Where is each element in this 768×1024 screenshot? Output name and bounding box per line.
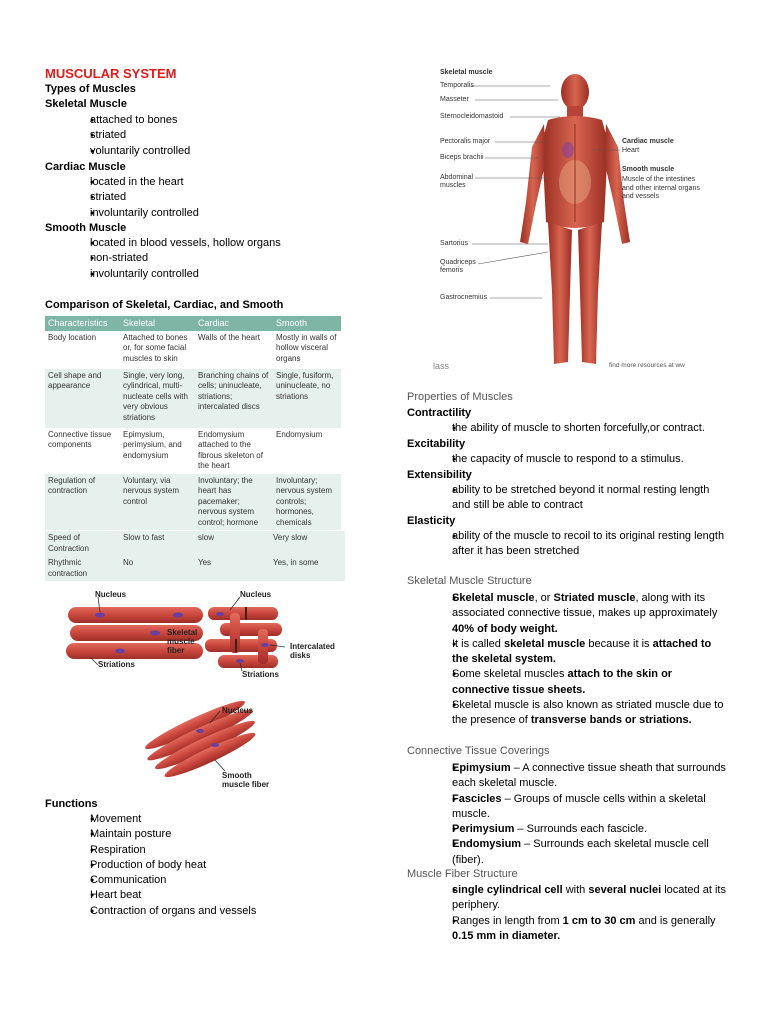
list-item: ● Respiration xyxy=(68,843,256,858)
table-header: Skeletal xyxy=(120,316,195,331)
table-cell: Speed of Contraction xyxy=(45,531,120,556)
list-item: ● involuntarily controlled xyxy=(68,267,281,282)
list-item: ● It is called skeletal muscle because it is attached to the skeletal system. xyxy=(430,637,730,668)
table-cell: Rhythmic contraction xyxy=(45,556,120,581)
figure-label: Skeletal muscle xyxy=(440,69,493,76)
list-item: ● Skeletal muscle, or Striated muscle, along with its associated connective tissue, makes up approximately 40% of body weight. xyxy=(430,591,730,637)
striations-label: Striations xyxy=(98,660,135,669)
table-cell: Cell shape and appearance xyxy=(45,369,120,428)
figure-label: Biceps brachii xyxy=(440,154,484,161)
figure-footer-right: find more resources at ww xyxy=(609,362,685,369)
list-item: ● the ability of muscle to shorten forcefully,or contract. xyxy=(430,421,730,436)
table-cell: Regulation of contraction xyxy=(45,474,120,531)
cardiac-list xyxy=(68,175,199,221)
cardiac-fiber-drawing xyxy=(205,607,282,668)
table-cell: slow xyxy=(195,531,270,556)
comparison-table-2 xyxy=(45,531,345,581)
figure-label: Sartorius xyxy=(440,240,469,247)
figure-label: Cardiac muscle xyxy=(622,138,674,145)
contractility-heading: Contractility xyxy=(407,407,472,419)
list-item: ● located in blood vessels, hollow organs xyxy=(68,236,281,251)
table-cell: Yes xyxy=(195,556,270,581)
table-row xyxy=(45,369,341,428)
extensibility-heading: Extensibility xyxy=(407,469,472,481)
table-cell: Mostly in walls of hollow visceral organs xyxy=(276,332,337,363)
list-item: ● Some skeletal muscles attach to the skin or connective tissue sheets. xyxy=(430,667,730,698)
list-item: ● Production of body heat xyxy=(68,858,256,873)
smooth-list xyxy=(68,236,281,282)
figure-label: Sternocleidomastoid xyxy=(440,113,504,120)
figure-label: Temporalis xyxy=(440,82,474,89)
table-cell: Voluntary, via nervous system control xyxy=(120,474,195,531)
list-item: ● attached to bones xyxy=(68,113,190,128)
table-cell: Endomysium attached to the fibrous skeleton of the heart xyxy=(198,429,263,470)
table-cell: Involuntary; the heart has pacemaker; nervous system control; hormone xyxy=(195,474,273,531)
table-cell: Yes, in some xyxy=(270,556,345,581)
list-item: ● the capacity of muscle to respond to a stimulus. xyxy=(430,452,730,467)
functions-list xyxy=(68,812,256,919)
table-cell: Walls of the heart xyxy=(198,332,260,342)
list-item: ● located in the heart xyxy=(68,175,199,190)
table-row xyxy=(45,474,341,531)
list-item: ● Communication xyxy=(68,873,256,888)
muscle-anatomy-figure xyxy=(430,62,720,377)
figure-label: Smooth muscle xyxy=(622,166,675,173)
list-item: ● Heart beat xyxy=(68,888,256,903)
connective-tissue-heading: Connective Tissue Coverings xyxy=(407,745,550,757)
table-row xyxy=(45,556,345,581)
table-row xyxy=(45,331,341,369)
list-item: ● Epimysium – A connective tissue sheath that surrounds each skeletal muscle. xyxy=(430,761,730,792)
fiber-structure-list xyxy=(430,883,730,944)
page-title: MUSCULAR SYSTEM xyxy=(45,66,177,81)
table-cell: Body location xyxy=(48,332,97,342)
table-cell: Epimysium, perimysium, and endomysium xyxy=(123,429,182,460)
figure-label: Quadriceps femoris xyxy=(440,259,476,274)
skeletal-heading: Skeletal Muscle xyxy=(45,98,127,110)
table-cell: Branching chains of cells; uninucleate, striations; intercalated discs xyxy=(195,369,273,428)
list-item: ● involuntarily controlled xyxy=(68,206,199,221)
intercalated-disks-label: Intercalated disks xyxy=(290,642,335,660)
table-row xyxy=(45,428,341,474)
list-item: ● striated xyxy=(68,128,190,143)
table-cell: Very slow xyxy=(270,531,345,556)
smooth-fiber-label: Smooth muscle fiber xyxy=(222,771,270,789)
list-item: ● single cylindrical cell with several nuclei located at its periphery. xyxy=(430,883,730,914)
skeletal-list xyxy=(68,113,190,159)
table-cell: Connective tissue components xyxy=(48,429,112,449)
table-header: Characteristics xyxy=(45,316,120,331)
extensibility-list xyxy=(430,483,730,514)
table-cell: Attached to bones or, for some facial muscles to skin xyxy=(123,332,188,363)
list-item: ● voluntarily controlled xyxy=(68,144,190,159)
list-item: ● Endomysium – Surrounds each skeletal muscle cell (fiber). xyxy=(430,837,730,868)
table-cell: Single, very long, cylindrical, multi-nucleate cells with very obvious striations xyxy=(120,369,195,428)
nucleus-label: Nucleus xyxy=(222,706,254,715)
striations-label: Striations xyxy=(242,670,279,679)
properties-heading: Properties of Muscles xyxy=(407,391,513,403)
figure-label: Heart xyxy=(622,147,640,154)
fiber-structure-heading: Muscle Fiber Structure xyxy=(407,868,518,880)
table-cell: Involuntary; nervous system controls; hormones, chemicals xyxy=(273,474,341,531)
skeletal-fiber-label: Skeletal muscle fiber xyxy=(167,628,198,655)
functions-heading: Functions xyxy=(45,798,98,810)
figure-label: Gastrocnemius xyxy=(440,294,488,301)
smooth-heading: Smooth Muscle xyxy=(45,222,127,234)
table-header-row xyxy=(45,316,341,331)
connective-tissue-list xyxy=(430,761,730,868)
figure-footer-left: lass xyxy=(433,361,450,371)
elasticity-heading: Elasticity xyxy=(407,515,456,527)
comparison-heading: Comparison of Skeletal, Cardiac, and Smooth xyxy=(45,299,284,311)
comparison-table xyxy=(45,316,341,530)
list-item: ● Maintain posture xyxy=(68,827,256,842)
skeletal-structure-list xyxy=(430,591,730,729)
list-item: ● Fascicles – Groups of muscle cells within a skeletal muscle. xyxy=(430,792,730,823)
figure-label: Abdominal muscles xyxy=(440,174,474,189)
types-heading: Types of Muscles xyxy=(45,83,136,95)
figure-leader-lines xyxy=(430,62,720,377)
cardiac-heading: Cardiac Muscle xyxy=(45,161,126,173)
list-item: ● ability of the muscle to recoil to its original resting length after it has been stretched xyxy=(430,529,730,560)
table-header: Cardiac xyxy=(195,316,273,331)
contractility-list xyxy=(430,421,730,436)
list-item: ● striated xyxy=(68,190,199,205)
list-item: ● Perimysium – Surrounds each fascicle. xyxy=(430,822,730,837)
excitability-list xyxy=(430,452,730,467)
table-header: Smooth xyxy=(273,316,341,331)
figure-label: Muscle of the intestines and other internal organs and vessels xyxy=(622,176,700,200)
table-cell: Endomysium xyxy=(276,429,323,439)
list-item: ● non-striated xyxy=(68,251,281,266)
nucleus-label: Nucleus xyxy=(95,590,127,599)
excitability-heading: Excitability xyxy=(407,438,466,450)
list-item: ● Skeletal muscle is also known as striated muscle due to the presence of transverse bands or striations. xyxy=(430,698,730,729)
figure-label: Pectoralis major xyxy=(440,138,491,145)
elasticity-list xyxy=(430,529,730,560)
list-item: ● Ranges in length from 1 cm to 30 cm and is generally 0.15 mm in diameter. xyxy=(430,914,730,945)
skeletal-structure-heading: Skeletal Muscle Structure xyxy=(407,575,532,587)
table-row xyxy=(45,531,345,556)
list-item: ● Contraction of organs and vessels xyxy=(68,904,256,919)
table-cell: No xyxy=(120,556,195,581)
table-cell: Slow to fast xyxy=(120,531,195,556)
muscle-fiber-illustration xyxy=(60,585,350,800)
nucleus-label: Nucleus xyxy=(240,590,272,599)
table-cell: Single, fusiform, uninucleate, no striations xyxy=(273,369,341,428)
figure-label: Masseter xyxy=(440,96,469,103)
list-item: ● Movement xyxy=(68,812,256,827)
list-item: ● ability to be stretched beyond it normal resting length and still be able to contract xyxy=(430,483,730,514)
